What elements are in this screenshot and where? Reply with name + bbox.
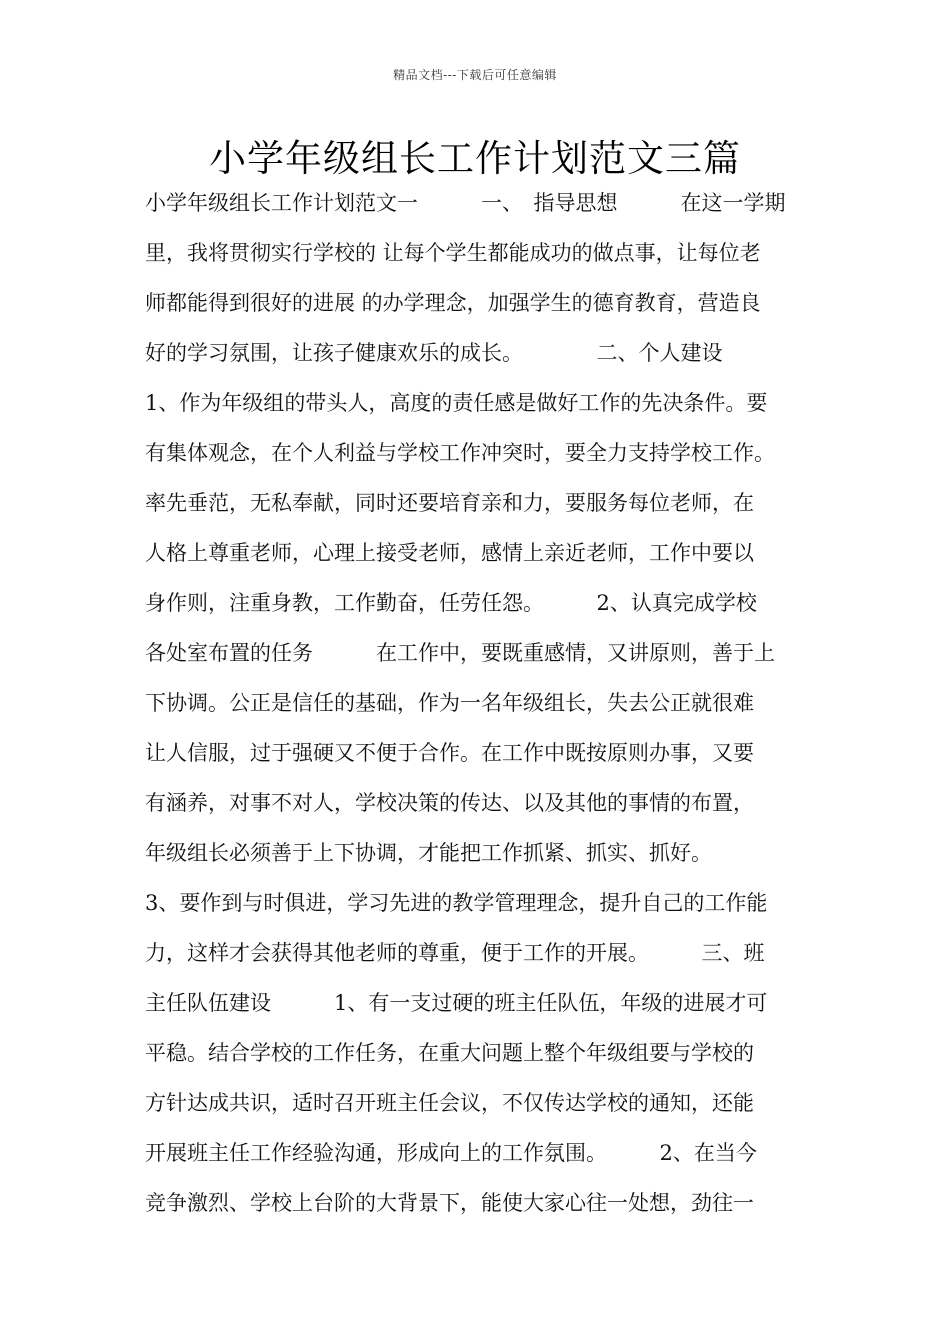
body-line: 力，这样才会获得其他老师的尊重，便于工作的开展。 三、班: [145, 941, 765, 965]
body-line: 师都能得到很好的进展 的办学理念，加强学生的德育教育，营造良: [145, 291, 761, 315]
body-line: 里，我将贯彻实行学校的 让每个学生都能成功的做点事，让每位老: [145, 241, 761, 265]
body-line: 有涵养，对事不对人，学校决策的传达、以及其他的事情的布置，: [145, 791, 754, 815]
body-line: 人格上尊重老师，心理上接受老师，感情上亲近老师，工作中要以: [145, 541, 754, 565]
body-line: 让人信服，过于强硬又不便于合作。在工作中既按原则办事，又要: [145, 741, 754, 765]
body-line: 开展班主任工作经验沟通，形成向上的工作氛围。 2、在当今: [145, 1141, 757, 1165]
body-line: 年级组长必须善于上下协调，才能把工作抓紧、抓实、抓好。: [145, 841, 712, 865]
body-line: 有集体观念，在个人利益与学校工作冲突时，要全力支持学校工作。: [145, 441, 775, 465]
body-line: 1、作为年级组的带头人，高度的责任感是做好工作的先决条件。要: [145, 391, 768, 415]
body-line: 竞争激烈、学校上台阶的大背景下，能使大家心往一处想，劲往一: [145, 1191, 754, 1215]
page-header-note: 精品文档---下载后可任意编辑: [393, 68, 557, 82]
body-line: 主任队伍建设 1、有一支过硬的班主任队伍，年级的进展才可: [145, 991, 768, 1015]
document-title: 小学年级组长工作计划范文三篇: [209, 137, 741, 180]
body-line: 小学年级组长工作计划范文一 一、 指导思想 在这一学期: [145, 191, 786, 215]
body-line: 身作则，注重身教，工作勤奋，任劳任怨。 2、认真完成学校: [145, 591, 757, 615]
body-text: [145, 178, 815, 1228]
body-line: 各处室布置的任务 在工作中，要既重感情，又讲原则，善于上: [145, 641, 775, 665]
body-line: 方针达成共识，适时召开班主任会议，不仅传达学校的通知，还能: [145, 1091, 754, 1115]
body-line: 3、要作到与时俱进，学习先进的教学管理理念，提升自己的工作能: [145, 891, 768, 915]
body-line: 好的学习氛围，让孩子健康欢乐的成长。 二、个人建设: [145, 341, 723, 365]
body-line: 率先垂范，无私奉献，同时还要培育亲和力，要服务每位老师，在: [145, 491, 754, 515]
body-line: 平稳。结合学校的工作任务，在重大问题上整个年级组要与学校的: [145, 1041, 754, 1065]
body-line: 下协调。公正是信任的基础，作为一名年级组长，失去公正就很难: [145, 691, 754, 715]
